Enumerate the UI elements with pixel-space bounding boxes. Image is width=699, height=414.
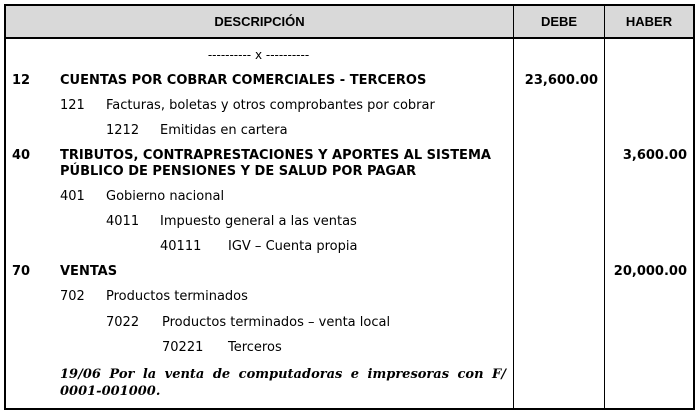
account-code: 40 xyxy=(12,148,31,163)
header-descripcion: DESCRIPCIÓN xyxy=(214,14,305,29)
account-name-line2: PÚBLICO DE PENSIONES Y DE SALUD POR PAGAR xyxy=(60,164,417,179)
divisionary-name: Impuesto general a las ventas xyxy=(160,214,357,229)
column-divider xyxy=(513,6,514,408)
subdivisionary-name: Terceros xyxy=(228,340,282,355)
account-name-line1: TRIBUTOS, CONTRAPRESTACIONES Y APORTES AL SISTEMA xyxy=(60,148,491,163)
subaccount-name: Productos terminados xyxy=(106,289,248,304)
divisionary-code: 7022 xyxy=(106,315,140,330)
divisionary-name: Emitidas en cartera xyxy=(160,123,288,138)
divisionary-name: Productos terminados – venta local xyxy=(162,315,391,330)
header-haber: HABER xyxy=(625,14,673,29)
haber-amount: 3,600.00 xyxy=(622,148,687,163)
subaccount-name: Facturas, boletas y otros comprobantes por cobrar xyxy=(106,98,435,113)
haber-amount: 20,000.00 xyxy=(613,264,687,279)
divisionary-code: 1212 xyxy=(106,123,140,138)
journal-entry-table xyxy=(4,4,695,410)
debe-amount: 23,600.00 xyxy=(524,73,598,88)
header-debe: DEBE xyxy=(540,14,578,29)
account-name: CUENTAS POR COBRAR COMERCIALES - TERCEROS xyxy=(60,73,427,88)
account-code: 70 xyxy=(12,264,31,279)
account-code: 12 xyxy=(12,73,31,88)
entry-separator: ---------- x ---------- xyxy=(207,48,310,62)
account-name: VENTAS xyxy=(60,264,118,279)
table-header xyxy=(6,6,693,39)
subdivisionary-code: 40111 xyxy=(160,239,202,254)
entry-gloss: 19/06 Por la venta de computadoras e impresoras con F/ 0001-001000. xyxy=(60,367,506,399)
subaccount-code: 702 xyxy=(60,289,85,304)
subaccount-name: Gobierno nacional xyxy=(106,189,225,204)
column-divider xyxy=(604,6,605,408)
subaccount-code: 121 xyxy=(60,98,85,113)
subaccount-code: 401 xyxy=(60,189,85,204)
subdivisionary-name: IGV – Cuenta propia xyxy=(228,239,358,254)
subdivisionary-code: 70221 xyxy=(162,340,204,355)
divisionary-code: 4011 xyxy=(106,214,140,229)
